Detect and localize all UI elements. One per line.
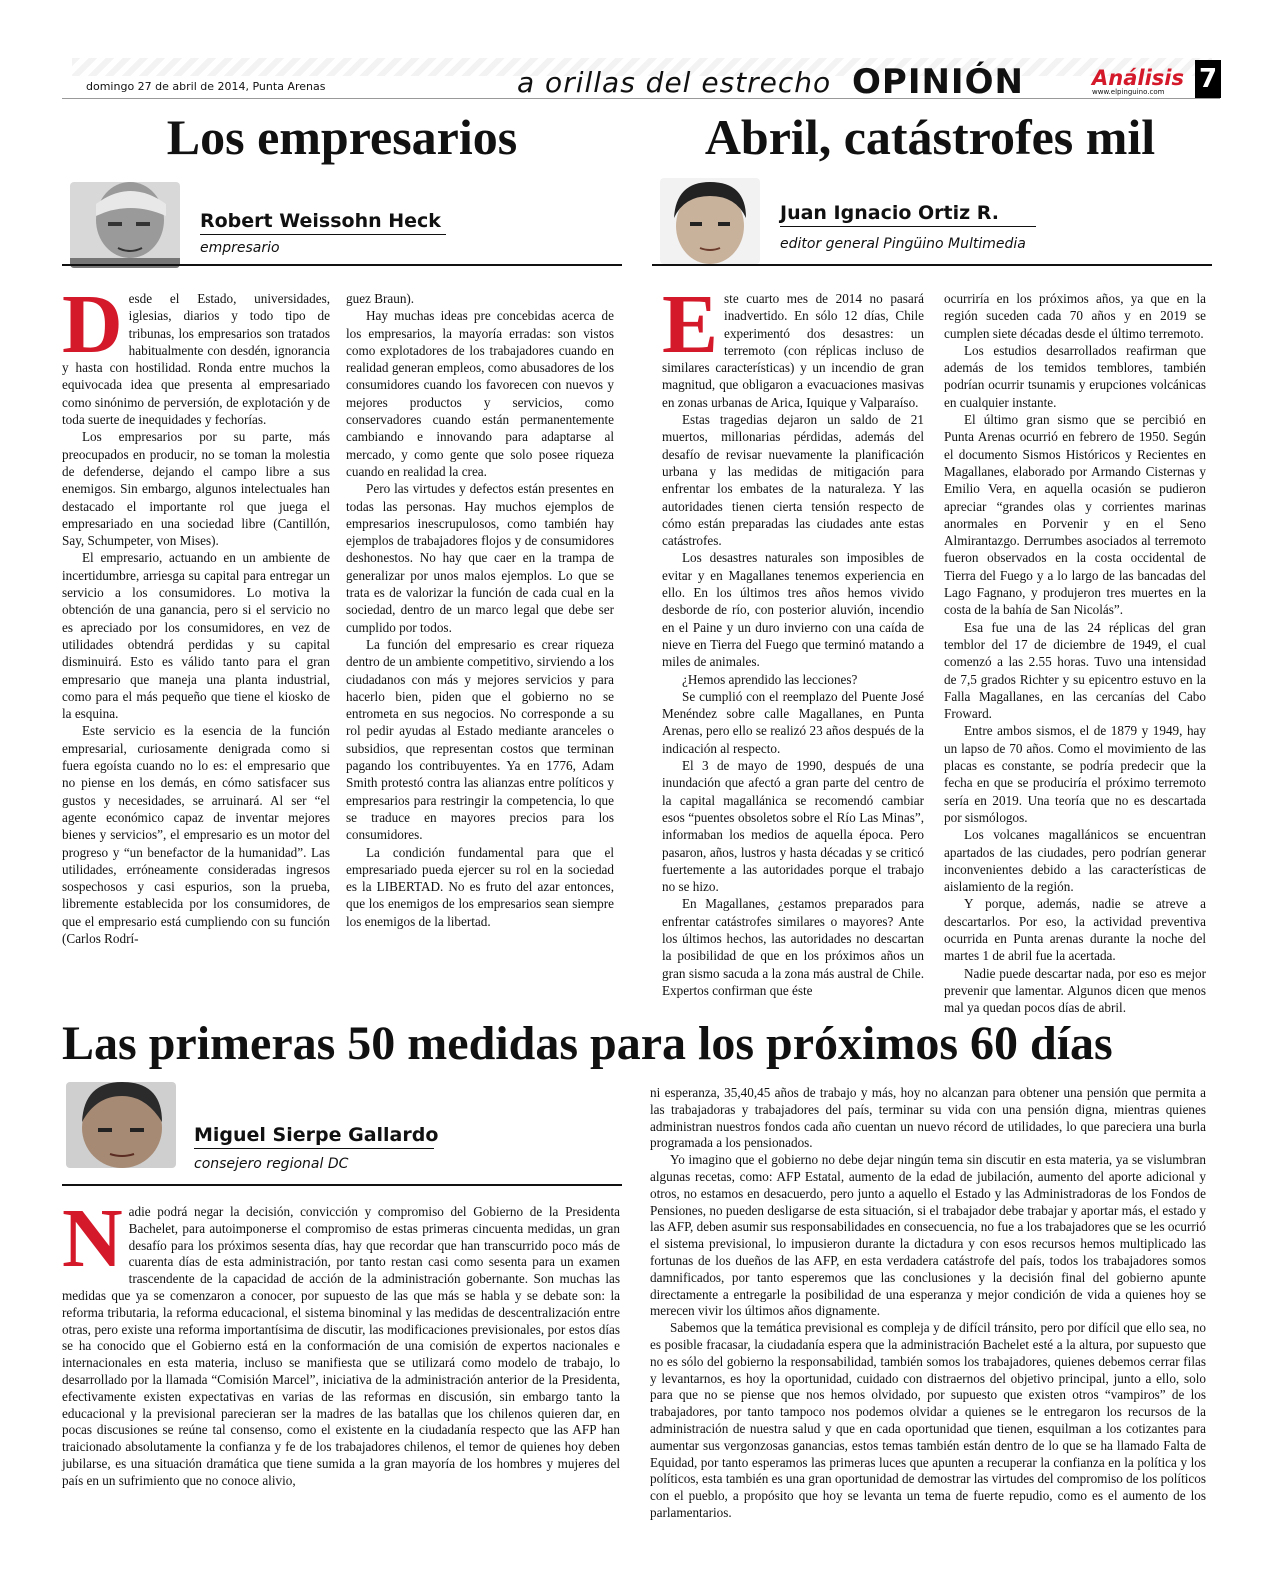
paragraph: Este servicio es la esencia de la función empresarial, curiosamente denigrada como si fuera egoísta cuando no lo es: el empresario que no piense en los demás, en cómo satisfacer sus gustos y necesidades, se arruinará. Al ser “el agente económico capaz de inventar mejores bienes y servicios”, el empresario es un motor del progreso y “un benefactor de la humanidad”. Las utilidades, erróneamente consideradas ingresos sospechosos y casi espurios, son la prueba, libremente establecida por los consumidores, de que el empresario está cumpliendo con su función (Carlos Rodrí- — [62, 723, 330, 946]
paragraph: La función del empresario es crear riqueza dentro de un ambiente competitivo, sirviendo a los ciudadanos con más y mejores servicios y para hacerlo bien, piden que el gobierno no se entrometa en sus negocios. No corresponde a su rol pedir ayudas al Estado mediante aranceles o subsidios, que representan costos que terminan pagando los contribuyentes. Ya en 1776, Adam Smith protestó contra las alianzas entre políticos y empresarios para restringir la competencia, lo que se traduce en mayores precios para los consumidores. — [346, 636, 614, 843]
article3-byline — [66, 1082, 446, 1172]
paragraph: Los empresarios por su parte, más preocupados en producir, no se toman la molestia de defenderse, dejando el campo libre a sus enemigos. Sin embargo, algunos intelectuales han destacado el importante rol que juega el empresariado en una sociedad libre (Cantillón, Say, Schumpeter, von Mises). — [62, 429, 330, 549]
article1-title: Los empresarios — [166, 109, 518, 165]
author-photo — [70, 182, 180, 268]
author-role: consejero regional DC — [194, 1156, 349, 1172]
author-name: Miguel Sierpe Gallardo — [194, 1124, 439, 1146]
paragraph: La condición fundamental para que el empresariado pueda ejercer su rol en la sociedad es la LIBERTAD. No es fruto del azar entonces, que los enemigos de los empresarios sean siempre los enemigos de la libertad. — [346, 844, 614, 929]
article2-column-2 — [944, 290, 1206, 1016]
paragraph: esde el Estado, universidades, iglesias, diarios y todo tipo de tribunas, los empresarios son tratados habitualmente con desdén, ignorancia y hasta con hostilidad. Ronda entre muchos la equivocada idea que presenta al empresariado como sinónimo de perversión, de explotación y de toda suerte de inequidades y fechorías. — [62, 291, 330, 428]
divider — [194, 1148, 434, 1149]
paragraph: En Magallanes, ¿estamos preparados para enfrentar catástrofes similares o mayores? Ante los últimos hechos, las autoridades no descartan la posibilidad de que en los próximos años un gran sismo sacuda a la zona más austral de Chile. Expertos confirman que éste — [662, 896, 924, 998]
paragraph: guez Braun). — [346, 291, 415, 306]
page-number: 7 — [1195, 60, 1221, 98]
paragraph: Sabemos que la temática previsional es compleja y de difícil tránsito, pero por difícil que ello sea, no es posible fracasar, la ciudadanía espera que la administración Bachelet esté a la altura, por supuesto que no es sólo del gobierno la responsabilidad, también somos los trabajadores, quienes debemos cerrar filas y levantarnos, es hoy la oportunidad, cuidado con distraernos del objetivo principal, junto a ello, solo para que no se piense que nos hemos olvidado, por supuesto que existen otros “vampiros” de los trabajadores, por tanto tampoco nos podemos olvidar a quienes se le entregaron los recursos de la administración de nuestra salud y que en cada oportunidad que tienen, esquilman a los cotizantes para aumentar sus vergonzosas ganancias, estos temas también están dentro de lo que se ha llamado Falta de Equidad, por tanto esperamos las primeras luces que apunten a recuperar la confianza en la política y los políticos, esta también es una gran oportunidad de demostrar las virtudes del compromiso de los políticos con el pueblo, a propósito que hoy se levanta un tema de fuerte repudio, como es el aumento de los parlamentarios. — [650, 1320, 1206, 1520]
author-photo — [66, 1082, 176, 1168]
article3-column-1 — [62, 1192, 620, 1490]
byline-rule — [652, 264, 1212, 266]
article2-column-1 — [662, 278, 924, 999]
article2-title: Abril, catástrofes mil — [704, 109, 1156, 165]
header-rule — [62, 98, 1220, 99]
article2-byline — [660, 178, 1040, 268]
paragraph: El último gran sismo que se percibió en Punta Arenas ocurrió en febrero de 1950. Según el documento Sismos Históricos y Recientes en Magallanes, elaborado por Armando Cisternas y Emilio Vera, en aquella ocasión se pudieron apreciar “grandes olas y corrientes marinas anormales en Porvenir y en el Seno Almirantazgo. Derrumbes asociados al terremoto fueron observados en la costa occidental de Tierra del Fuego y a lo largo de las bancadas del Lago Fagnano, y produjeron tres muertes en la costa de la bahía de San Nicolás”. — [944, 412, 1206, 618]
analisis-logo: Análisis www.elpinguino.com — [1092, 66, 1184, 96]
paragraph: Los volcanes magallánicos se encuentran apartados de las ciudades, pero podrían generar inconvenientes debido a las características de aislamiento de la región. — [944, 827, 1206, 895]
author-role: empresario — [200, 240, 280, 256]
article1-column-1 — [62, 278, 330, 947]
paragraph: ¿Hemos aprendido las lecciones? — [682, 671, 858, 687]
paragraph: Y porque, además, nadie se atreve a descartarlos. Por eso, la actividad preventiva ocurrida en Punta arenas durante la noche del martes 1 de abril fue la acertada. — [944, 896, 1206, 964]
article3-title: Las primeras 50 medidas para los próximos 60 días — [62, 1017, 1113, 1070]
paragraph: El empresario, actuando en un ambiente de incertidumbre, arriesga su capital para entregar un servicio a los consumidores. Lo motiva la obtención de una ganancia, pero si el servicio no es apreciado por los consumidores, en vez de utilidades obtendrá perdidas y su capital disminuirá. Esto es válido tanto para el gran empresario que maneja una planta industrial, como para el más pequeño que tiene el kiosko de la esquina. — [62, 550, 330, 722]
paragraph: Yo imagino que el gobierno no debe dejar ningún tema sin discutir en esta materia, ya se vislumbran algunas recetas, como: AFP Estatal, aumento de la edad de jubilación, aumento del aporte adicional y otros, no estamos en desacuerdo, pero junto a aquello el Estado y las Administradoras de los Fondos de Pensiones, no pueden desligarse de esta situación, si el trabajador debe trabajar y aportar más, el estado y las AFP, deben asumir sus responsabilidades en consecuencia, no fue a los trabajadores que se les ocurrió el sistema previsional, lo impusieron durante la dictadura y con esos recursos hemos multiplicado las fortunas de los dueños de las AFP, en esta verdadera catástrofe del país, todos los trabajadores somos damnificados, por tanto esperemos que las conclusiones y la decisión final del gobierno apunte directamente a entregarle la posibilidad de una esperanza y mejor condición de vida a quienes hoy se merecen vivir los últimos años dignamente. — [650, 1152, 1206, 1319]
paragraph: Hay muchas ideas pre concebidas acerca de los empresarios, la mayoría erradas: son vistos como explotadores de los trabajadores cuando en realidad generan empleos, como abusadores de los consumidores cuando los favorecen con nuevos y mejores productos y servicios, como conservadores cuando están permanentemente cambiando e innovando para adaptarse al mercado, y como gente que solo posee riqueza cuando en realidad la crea. — [346, 308, 614, 479]
article1-byline — [70, 182, 440, 272]
drop-cap: E — [662, 278, 719, 371]
page-header — [62, 58, 1220, 102]
paragraph: Entre ambos sismos, el de 1879 y 1949, hay un lapso de 70 años. Como el movimiento de las placas es constante, se podría predecir que la fecha en que se produciría el próximo terremoto sería en 2019. Una teoría que no es descartada por sismólogos. — [944, 723, 1206, 825]
paragraph: Pero las virtudes y defectos están presentes en todas las personas. Hay muchos ejemplos de empresarios inescrupulosos, como también hay ejemplos de trabajadores flojos y de consumidores deshonestos. No hay que caer en la trampa de generalizar por unos malos ejemplos. Lo que se trata es de valorizar la función de cada cual en la sociedad, dentro de un marco legal que debe ser cumplido por todos. — [346, 481, 614, 635]
paragraph: ni esperanza, 35,40,45 años de trabajo y más, hoy no alcanzan para obtener una pensión que permita a las trabajadoras y trabajadores del país, terminar su vida con una pensión digna, mientras quienes administran nuestros fondos cada año cuentan un nuevo récord de utilidades, lo que pareciera una burla programada a los pensionados. — [650, 1085, 1206, 1151]
paragraph: adie podrá negar la decisión, convicción y compromiso del Gobierno de la Presidenta Bachelet, para autoimponerse el compromiso de estas primeras cincuenta medidas, un gran desafío para los próximos sesenta días, hay que recordar que han transcurrido poco más de cuarenta días de esta administración, por tanto restan casi como sesenta para un examen trascendente de la capacidad de acción de la administración gobernante. Son muchas las medidas que ya se comenzaron a conocer, por supuesto de las que más se habla y se debate son: la reforma tributaria, la reforma educacional, el sistema binominal y las medidas de descentralización entre otras, pero existe una reforma importantísima de discutir, las modificaciones previsionales, por estos días se ha conocido que el Gobierno está en la conformación de una comisión de expertos nacionales e internacionales en esta materia, incluso se manifiesta que se utilizará como modelo de trabajo, lo desarrollado por la llamada “Comisión Marcel”, iniciativa de la administración anterior de la Presidenta, efectivamente existen expectativas en varias de las reformas en discusión, sin embargo tanto la educacional y la previsional parecieran ser la madres de las batallas que los chilenos quieren dar, en pocas discusiones se reúne tal consenso, como el existente en la ciudadanía respecto que las AFP han traicionado absolutamente la confianza y fe de los trabajadores chilenos, el temor de quienes hoy deben jubilarse, es una situación dramática que tiene sumida a la gran mayoría de los hombres y mujeres del país en un sufrimiento que no conoce alivio, — [62, 1204, 620, 1488]
header-section-name: a orillas del estrecho — [517, 66, 832, 99]
article1-column-2 — [346, 290, 614, 930]
author-name: Robert Weissohn Heck — [200, 210, 441, 232]
paragraph: Nadie puede descartar nada, por eso es mejor prevenir que lamentar. Algunos dicen que menos mal ya quedan pocos días de abril. — [944, 965, 1206, 1016]
byline-rule — [62, 1184, 622, 1186]
paragraph: Los desastres naturales son imposibles de evitar y en Magallanes tenemos experiencia en ello. En los últimos tres años hemos vivido desborde de río, con posterior aluvión, incendio en el Paine y un duro invierno con una caída de nieve en Tierra del Fuego que terminó matando a miles de animales. — [662, 550, 924, 670]
divider — [200, 234, 446, 235]
header-date: domingo 27 de abril de 2014, Punta Arenas — [86, 80, 326, 93]
paragraph: ocurriría en los próximos años, ya que en la región suceden cada 70 años y en 2019 se cumplen siete décadas desde el último terremoto. — [944, 291, 1206, 341]
paragraph: Se cumplió con el reemplazo del Puente José Menéndez sobre calle Magallanes, en Punta Arenas, pero ello se realizó 23 años después de la indicación al respecto. — [662, 688, 924, 756]
divider — [780, 226, 1036, 227]
paragraph: Esa fue una de las 24 réplicas del gran temblor del 17 de diciembre de 1949, el cual comenzó a las 2.55 horas. Tuvo una intensidad de 7,5 grados Richter y su epicentro estuvo en la Falla Magallanes, en las cercanías del Cabo Froward. — [944, 619, 1206, 722]
paragraph: ste cuarto mes de 2014 no pasará inadvertido. En sólo 12 días, Chile experimentó dos desastres: un terremoto (con réplicas incluso de similares características) y un incendio de gran magnitud, que obligaron a evacuaciones masivas en zonas urbanas de Arica, Iquique y Valparaíso. — [662, 291, 924, 410]
paragraph: Los estudios desarrollados reafirman que además de los temidos temblores, también podrían ocurrir tsunamis y erupciones volcánicas en cualquier instante. — [944, 342, 1206, 410]
author-name: Juan Ignacio Ortiz R. — [780, 202, 1000, 224]
author-photo — [660, 178, 760, 264]
article3-column-2 — [650, 1085, 1206, 1522]
drop-cap: N — [62, 1192, 123, 1285]
paragraph: Estas tragedias dejaron un saldo de 21 muertos, millonarias pérdidas, además del desafío de revisar nuevamente la planificación urbana y las medidas de mitigación para enfrentar los embates de la naturaleza. Y las autoridades tienen cierta tensión respecto de cómo están preparadas las ciudades ante estas catástrofes. — [662, 412, 924, 549]
author-role: editor general Pingüino Multimedia — [780, 236, 1026, 252]
paragraph: El 3 de mayo de 1990, después de una inundación que afectó a gran parte del centro de la capital magallánica se recomendó cambiar esos “puentes obsoletos sobre el Río Las Minas”, informaban los medios de aquella época. Pero pasaron, años, lustros y hasta décadas y se criticó fuertemente a las autoridades porque el trabajo no se hizo. — [662, 758, 924, 895]
drop-cap: D — [62, 278, 123, 371]
byline-rule — [62, 264, 622, 266]
header-section-label: OPINIÓN — [852, 62, 1024, 102]
